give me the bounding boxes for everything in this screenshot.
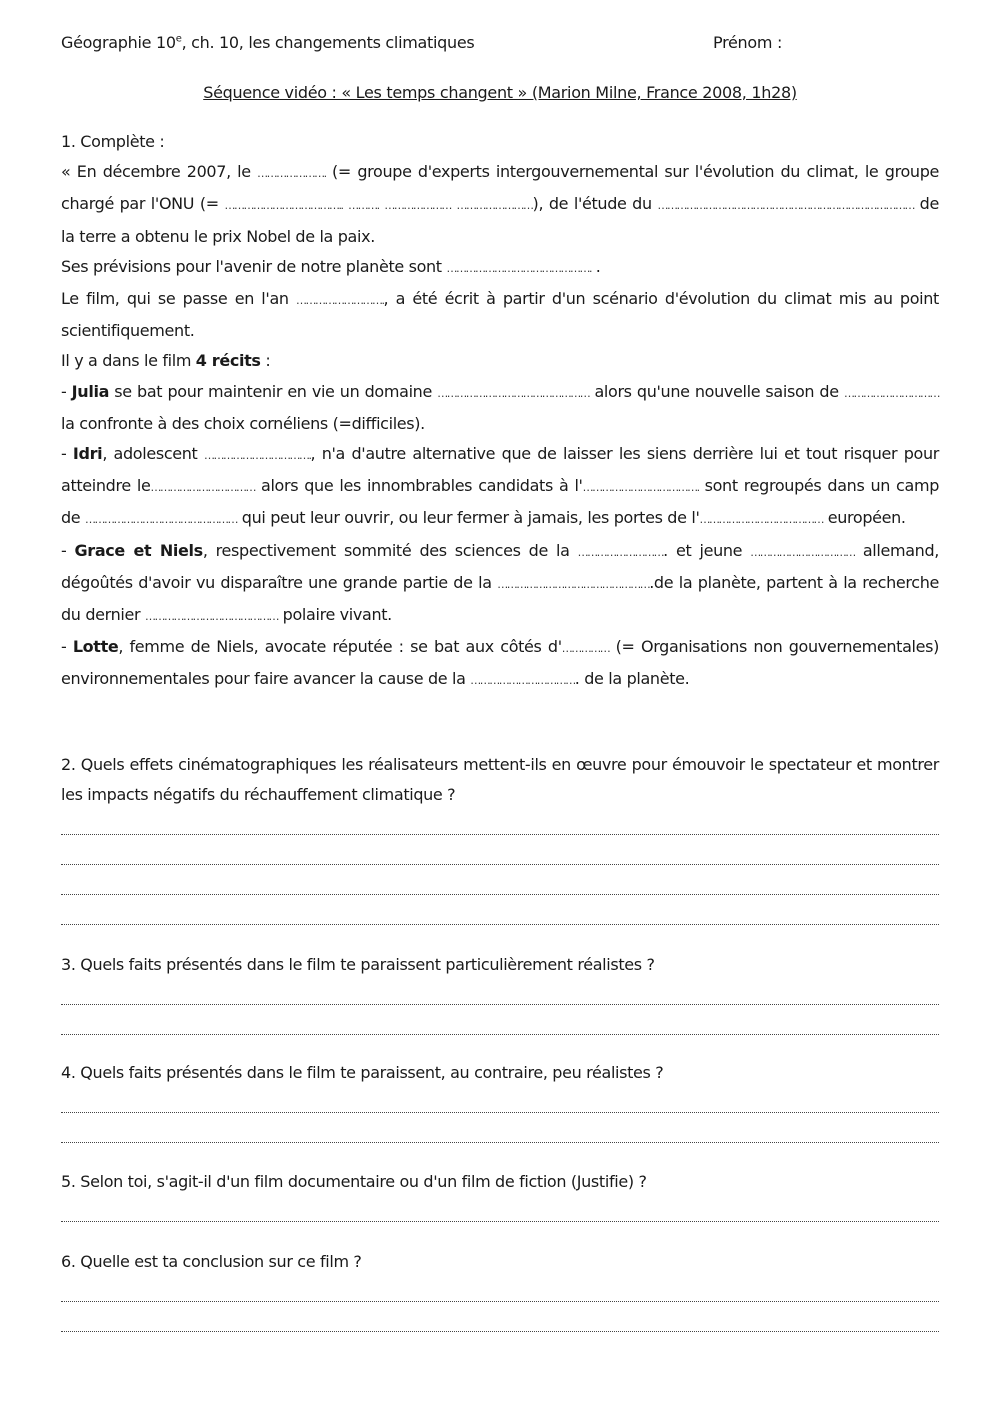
blank-field[interactable]: ……………………………………………………………………… [657,199,914,213]
question-1-heading: 1. Complète : [61,132,165,151]
blank-field[interactable]: ……………………………….. [224,199,343,213]
answer-line[interactable] [61,975,939,1005]
question-3: 3. Quels faits présentés dans le film te paraissent particulièrement réalistes ? [61,955,655,974]
paragraph-recits: Il y a dans le film 4 récits : [61,351,271,371]
question-2: 2. Quels effets cinématographiques les réalisateurs mettent-ils en œuvre pour émouvoir le spectateur et montrer les impacts négatifs du réchauffement climatique ? [61,755,939,804]
paragraph-previsions: Ses prévisions pour l'avenir de notre planète sont ………………………………………. . [61,256,601,276]
prenom-field-label[interactable]: Prénom : [713,33,783,52]
blank-field[interactable]: ………………………………. [582,481,699,495]
blank-field[interactable]: ………………………………………… [497,577,650,591]
recit-julia: - Julia se bat pour maintenir en vie un domaine ………………………………………… alors qu'une nouvelle saison de ………………………… la confronte à des choix cornéliens (=difficiles). [61,381,939,433]
recit-grace-niels: - Grace et Niels, respectivement sommité des sciences de la ………………………. et jeune …………………………… allemand, dégoûtés d'avoir vu disparaître une grande partie de la ………………………………………….de la planète, partent à la recherche du dernier …………………………………… polaire vivant. [61,540,939,625]
answer-lines-q3[interactable] [61,975,939,1035]
document-title: Séquence vidéo : « Les temps changent » (Marion Milne, France 2008, 1h28) [203,83,797,102]
recit-lotte: - Lotte, femme de Niels, avocate réputée : se bat aux côtés d'…………… (= Organisations non gouvernementales) environnementales pour faire avancer la cause de la ……………………………. de la planète. [61,637,939,689]
blank-field[interactable]: …………………………… [470,674,575,688]
question-4: 4. Quels faits présentés dans le film te paraissent, au contraire, peu réalistes ? [61,1063,664,1082]
blank-field[interactable]: ……………………………. [203,449,311,463]
answer-lines-q6[interactable] [61,1272,939,1332]
blank-field[interactable]: ………. [348,199,379,213]
answer-line[interactable] [61,805,939,835]
recit-idri: - Idri, adolescent ……………………………., n'a d'autre alternative que de laisser les siens derrière lui et tout risquer pour atteindre le…………………………… alors que les innombrables candidats à l'………………………………. sont regroupés dans un camp de ………………………………………… qui peut leur ouvrir, ou leur fermer à jamais, les portes de l'………………………………… européen. [61,444,940,528]
answer-line[interactable] [61,835,939,865]
question-6: 6. Quelle est ta conclusion sur ce film ? [61,1252,362,1271]
answer-lines-q2[interactable] [61,805,939,925]
blank-field[interactable]: …………………………… [150,481,255,495]
question-5: 5. Selon toi, s'agit-il d'un film documentaire ou d'un film de fiction (Justifie) ? [61,1172,647,1191]
answer-line[interactable] [61,1113,939,1143]
answer-line[interactable] [61,1302,939,1332]
blank-field[interactable]: ………………………………………… [85,513,238,527]
blank-field[interactable]: …………………………… [750,545,855,559]
answer-lines-q4[interactable] [61,1083,939,1143]
answer-lines-q5[interactable] [61,1192,939,1222]
question-1 [61,127,939,697]
blank-field[interactable]: …………… [561,642,610,656]
answer-line[interactable] [61,1272,939,1302]
paragraph-giec: « En décembre 2007, le …………………. (= groupe d'experts intergouvernemental sur l'évolution du climat, le groupe chargé par l'ONU (= ……………………………….. ………. ………………… ……………………), de l'étude du ……………………………………………………………………… de la terre a obtenu le prix Nobel de la paix. [61,162,939,246]
blank-field[interactable]: ………………… [384,199,451,213]
answer-line[interactable] [61,895,939,925]
blank-field[interactable]: ……………………… [577,545,664,559]
answer-line[interactable] [61,865,939,895]
blank-field[interactable]: ………………………. [296,294,384,308]
blank-field[interactable]: …………………………………… [144,610,278,624]
blank-field[interactable]: …………………. [257,167,326,181]
blank-field[interactable]: ………………………………… [699,513,823,527]
paragraph-film-year: Le film, qui se passe en l'an ………………………., a été écrit à partir d'un scénario d'évolution du climat mis au point scientifiquement. [61,289,939,341]
answer-line[interactable] [61,1083,939,1113]
blank-field[interactable]: ………………………………………… [437,386,590,400]
blank-field[interactable]: ………………………………………. [446,261,591,275]
answer-line[interactable] [61,1192,939,1222]
answer-line[interactable] [61,1005,939,1035]
blank-field[interactable]: ………………………… [843,386,939,400]
course-label: Géographie 10e, ch. 10, les changements climatiques [61,33,475,52]
blank-field[interactable]: …………………… [456,199,533,213]
page-header [61,33,939,52]
